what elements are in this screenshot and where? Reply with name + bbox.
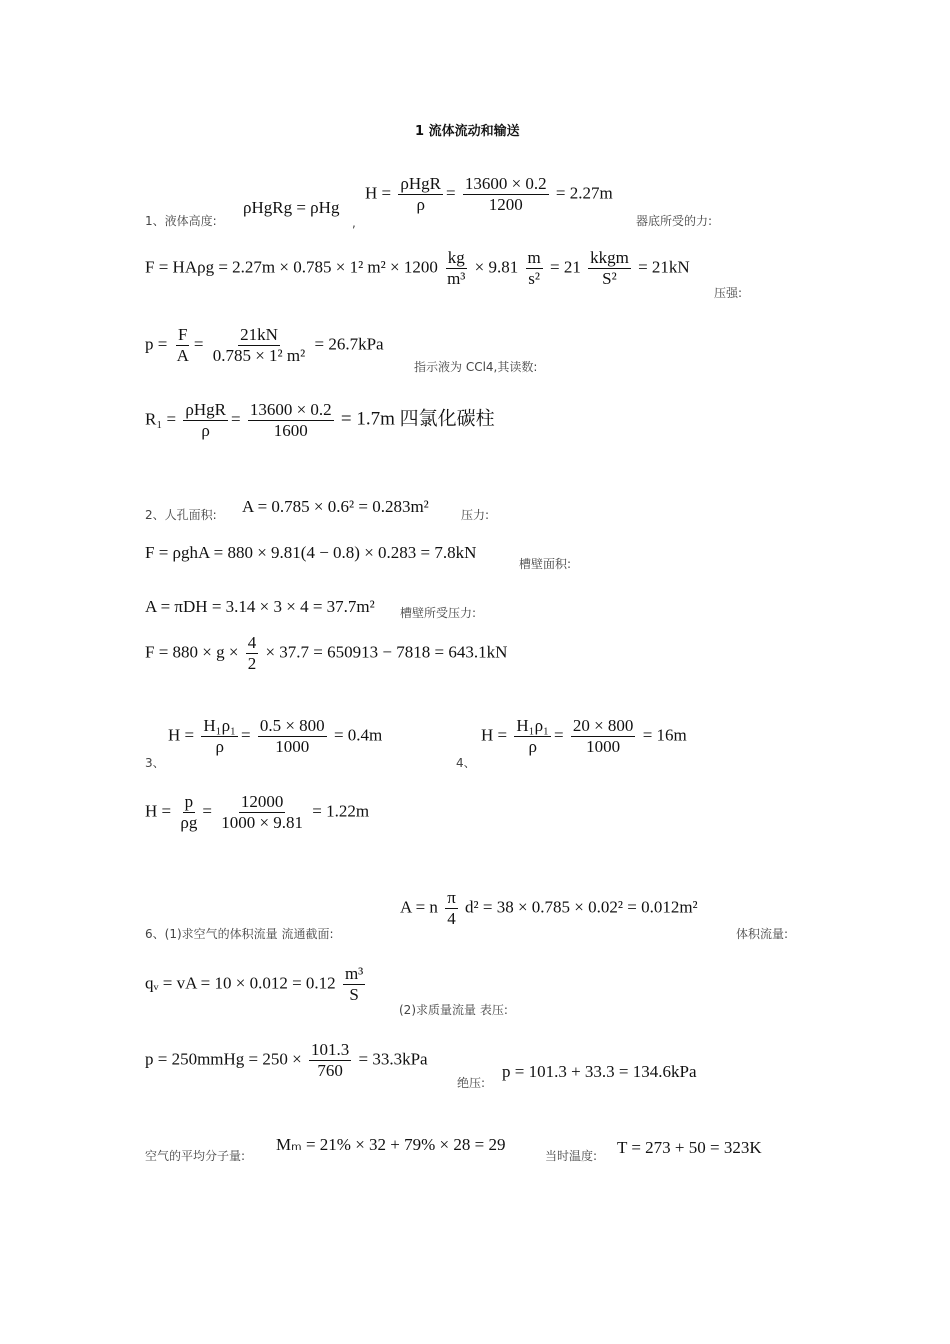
equation-9: H = $\frac{\text{H₁ρ₁}}{\rho}$ = $\frac{0.5 \times 800}{1000}$ = 0.4m (168, 716, 383, 756)
eq10-f2-den: 1000 (586, 737, 621, 756)
label-pressure: 压强: (714, 286, 743, 300)
eq2-f2-den: s² (528, 269, 540, 288)
equation-7: A = πDH = 3.14 × 3 × 4 = 37.7m² (145, 597, 375, 616)
eq11-H: H = (145, 801, 172, 821)
eq11-fraction-2 (219, 792, 305, 833)
eq9-f2-num: 0.5 × 800 (259, 716, 325, 735)
eq1-f2-num: 13600 × 0.2 (464, 174, 547, 193)
eq1-f2-den: 1200 (488, 195, 523, 214)
eq10-f1-num: H₁ρ₁ (516, 716, 549, 735)
eq3-f2-num: 21kN (240, 325, 278, 344)
eq12-part-a: A = n (400, 897, 438, 917)
eq14-f-den: 760 (317, 1061, 343, 1080)
label-volume-flow: 体积流量: (736, 927, 789, 941)
equation-16: Mₘ = 21% × 32 + 79% × 28 = 29 (276, 1135, 506, 1154)
eq11-f1-num: p (184, 792, 194, 811)
eq2-f2-num: m (527, 248, 541, 267)
eq4-fraction-2 (248, 400, 334, 441)
eq11-f2-num: 12000 (240, 792, 284, 811)
eq10-fraction-2 (571, 716, 636, 757)
eq2-part-d: = 21kN (638, 257, 690, 277)
label-bottom-force: 器底所受的力: (636, 214, 713, 228)
eq3-fraction-2 (211, 325, 308, 366)
eq2-part-b: × 9.81 (474, 257, 519, 277)
eq14-part-b: = 33.3kPa (358, 1049, 428, 1069)
eq4-f1-num: ρHgR (185, 400, 226, 419)
label-ccl4: 指示液为 CCl4,其读数: (414, 360, 538, 374)
equation-6: F = ρghA = 880 × 9.81(4 − 0.8) × 0.283 = 7.8kN (145, 543, 477, 562)
eq2-fraction-2 (526, 248, 543, 289)
eq4-result: = 1.7m 四氯化碳柱 (340, 408, 495, 430)
eq11-f2-den: 1000 × 9.81 (221, 813, 304, 832)
eq3-f1-den: A (176, 346, 189, 365)
eq10-fraction-1 (514, 716, 551, 757)
eq10-H: H = (481, 725, 508, 745)
equation-8 (145, 633, 507, 674)
label-force: 压力: (461, 508, 490, 522)
eq14-f-num: 101.3 (311, 1040, 350, 1059)
eq14-part-a: p = 250mmHg = 250 × (145, 1049, 302, 1069)
eq2-f3-den: S² (602, 269, 617, 288)
page-title: 1 流体流动和输送 (415, 124, 520, 139)
eq11-result: = 1.22m (312, 801, 370, 821)
eq1-fraction-1 (398, 174, 443, 215)
eq10-result: = 16m (642, 725, 687, 745)
label-wall-area: 槽壁面积: (519, 557, 572, 571)
eq12-part-b: d² = 38 × 0.785 × 0.02² = 0.012m² (465, 897, 698, 917)
equation-5: A = 0.785 × 0.6² = 0.283m² (242, 497, 429, 516)
eq2-part-c: = 21 (549, 257, 581, 277)
eq11-f1-den: ρg (180, 813, 198, 832)
eq11-fraction-1 (178, 792, 199, 833)
eq3-fraction-1 (175, 325, 191, 366)
eq4-f2-den: 1600 (273, 421, 308, 440)
eq10-f1-den: ρ (528, 737, 537, 756)
equation-17: T = 273 + 50 = 323K (617, 1138, 762, 1157)
equation-3: p = $\frac{F}{A}$ = $\frac{21kN}{\text{0.785 × 1² m²}}$ = 26.7kPa (145, 325, 384, 365)
eq2-f3-num: kkgm (590, 248, 629, 267)
problem-2-label: 2、人孔面积: (145, 508, 217, 522)
eq9-f1-num: H₁ρ₁ (203, 716, 236, 735)
eq2-fraction-3 (588, 248, 631, 289)
eq2-part-a: F = HAρg = 2.27m × 0.785 × 1² m² × 1200 (145, 257, 438, 277)
equation-2 (145, 248, 690, 289)
eq9-fraction-1 (201, 716, 238, 757)
eq12-f-num: π (447, 888, 456, 907)
eq3-f1-num: F (178, 325, 188, 344)
eq1-H: H = (365, 183, 392, 203)
eq4-fraction-1 (183, 400, 228, 441)
eq8-f-den: 2 (247, 654, 257, 673)
eq8-f-num: 4 (247, 633, 257, 652)
eq3-p: p = (145, 334, 168, 354)
eq10-f2-num: 20 × 800 (572, 716, 634, 735)
problem-3-label: 3、 (145, 756, 165, 770)
eq13-f-num: m³ (344, 964, 364, 983)
eq4-R: R₁ = (145, 409, 177, 429)
eq4-f2-num: 13600 × 0.2 (249, 400, 332, 419)
eq8-part-b: × 37.7 = 650913 − 7818 = 643.1kN (265, 642, 508, 662)
eq8-part-a: F = 880 × g × (145, 642, 239, 662)
equation-4: R₁ = $\frac{\text{ρHgR}}{\rho}$ = $\frac{13600 \times 0.2}{1600}$ = 1.7m 四氯化碳柱 (145, 400, 495, 440)
eq8-fraction (246, 633, 259, 674)
equation-1-lhs: ρHgRg = ρHg (243, 198, 340, 217)
equation-13 (145, 964, 368, 1005)
problem-1-label: 1、液体高度: (145, 214, 217, 228)
label-mass-flow: (2)求质量流量 表压: (399, 1003, 508, 1017)
equation-10: H = $\frac{\text{H₁ρ₁}}{\rho}$ = $\frac{20 \times 800}{1000}$ = 16m (481, 716, 687, 756)
eq14-fraction (309, 1040, 351, 1081)
eq9-f1-den: ρ (215, 737, 224, 756)
equation-12 (400, 888, 698, 929)
label-wall-force: 槽壁所受压力: (400, 606, 477, 620)
eq9-result: = 0.4m (333, 725, 383, 745)
eq3-f2-den: 0.785 × 1² m² (212, 346, 306, 365)
eq2-f1-den: m³ (447, 269, 466, 288)
eq12-fraction (445, 888, 458, 929)
label-molecular-weight: 空气的平均分子量: (145, 1149, 246, 1163)
label-temperature: 当时温度: (545, 1149, 598, 1163)
eq1-result: = 2.27m (555, 183, 613, 203)
equation-11: H = $\frac{p}{\rho g}$ = $\frac{12000}{1000 \times 9.81}$ = 1.22m (145, 792, 370, 832)
eq13-part-a: qᵥ = vA = 10 × 0.012 = 0.12 (145, 973, 336, 993)
eq3-result: = 26.7kPa (314, 334, 384, 354)
eq2-fraction-1 (445, 248, 467, 289)
eq13-f-den: S (349, 985, 359, 1004)
problem-4-label: 4、 (456, 756, 476, 770)
comma: , (352, 216, 356, 230)
eq9-H: H = (168, 725, 195, 745)
equation-1: H = $\frac{\text{ρHgR}}{\rho}$ = $\frac{13600 \times 0.2}{1200}$ = 2.27m (365, 174, 613, 214)
eq1-f1-num: ρHgR (400, 174, 441, 193)
label-absolute-pressure: 绝压: (457, 1076, 486, 1090)
equation-15: p = 101.3 + 33.3 = 134.6kPa (502, 1062, 697, 1081)
eq12-f-den: 4 (447, 909, 456, 928)
eq2-f1-num: kg (447, 248, 465, 267)
eq1-f1-den: ρ (416, 195, 425, 214)
problem-6-label: 6、(1)求空气的体积流量 流通截面: (145, 927, 334, 941)
eq13-fraction (343, 964, 365, 1005)
eq4-f1-den: ρ (201, 421, 210, 440)
eq9-fraction-2 (258, 716, 327, 757)
equation-14 (145, 1040, 428, 1081)
eq9-f2-den: 1000 (275, 737, 310, 756)
eq1-fraction-2 (463, 174, 549, 215)
